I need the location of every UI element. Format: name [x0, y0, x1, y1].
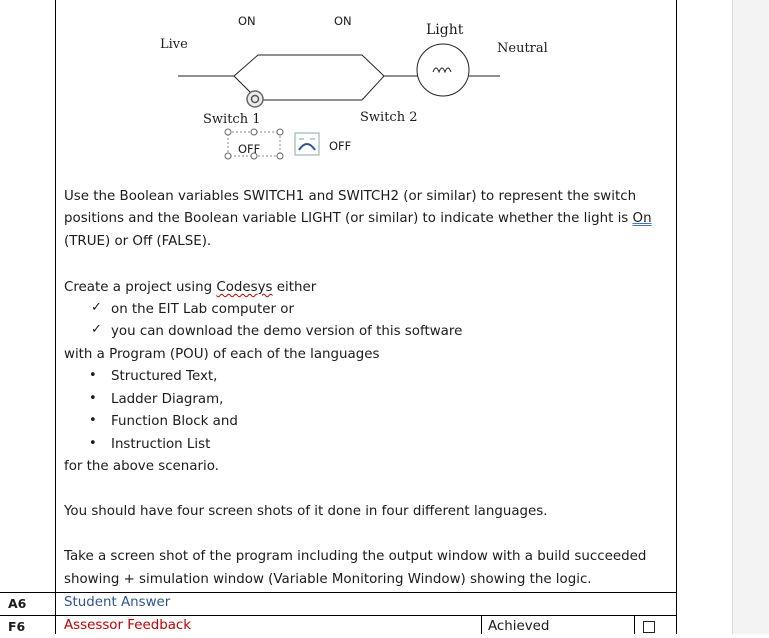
paragraph-variables-line3: (TRUE) or Off (FALSE).: [64, 234, 212, 249]
achieved-divider-right: [634, 615, 635, 634]
switch2-label: Switch 2: [360, 110, 418, 125]
row-code-a6: A6: [8, 596, 27, 611]
switch2-on-label: ON: [334, 14, 352, 28]
achieved-divider-left: [481, 615, 482, 634]
switch1-off-label: OFF: [238, 142, 261, 156]
language-item: Structured Text,: [111, 369, 218, 384]
live-label: Live: [160, 37, 188, 52]
achieved-label: Achieved: [488, 619, 550, 634]
layout-options-icon: [295, 133, 319, 155]
lamp-filament-icon: [433, 68, 451, 72]
bullet-dot-icon: •: [89, 436, 97, 451]
assessor-feedback-label[interactable]: Assessor Feedback: [64, 618, 192, 633]
bullet-dot-icon: •: [89, 413, 97, 428]
language-item: Ladder Diagram,: [111, 392, 224, 407]
language-item: Function Block and: [111, 414, 238, 429]
on-word: On: [632, 211, 652, 226]
bullet-dot-icon: •: [89, 391, 97, 406]
check-bullet-icon: ✓: [91, 322, 102, 337]
student-answer-label[interactable]: Student Answer: [64, 595, 171, 610]
paragraph-variables-line1: Use the Boolean variables SWITCH1 and SWITCH2 (or similar) to represent the switch: [64, 189, 637, 204]
with-program-line: with a Program (POU) of each of the languages: [64, 347, 380, 362]
table-right-border: [676, 0, 677, 634]
table-column-divider: [55, 0, 56, 634]
switch2-off-label: OFF: [329, 139, 352, 153]
row-code-f6: F6: [8, 619, 26, 634]
bullet-dot-icon: •: [89, 368, 97, 383]
lamp-circle: [417, 44, 469, 96]
paragraph-variables-line2: positions and the Boolean variable LIGHT (or similar) to indicate whether the light is On: [64, 211, 652, 226]
paragraph-screenshot-line1: Take a screen shot of the program including the output window with a build succeeded: [64, 549, 647, 564]
switch1-label: Switch 1: [203, 112, 261, 127]
light-label: Light: [426, 22, 464, 38]
codesys-word: Codesys: [216, 280, 273, 295]
check-item-demo: you can download the demo version of this software: [111, 324, 463, 339]
language-item: Instruction List: [111, 437, 211, 452]
neutral-label: Neutral: [497, 41, 548, 56]
paragraph-screenshot-line2: showing + simulation window (Variable Monitoring Window) showing the logic.: [64, 572, 592, 587]
switch1-on-label: ON: [238, 14, 256, 28]
check-bullet-icon: ✓: [91, 300, 102, 315]
achieved-checkbox[interactable]: [643, 621, 655, 633]
rotate-handle-icon: [247, 91, 263, 107]
light-switch-circuit-diagram: [140, 0, 570, 175]
paragraph-four-screenshots: You should have four screen shots of it done in four different languages.: [64, 504, 548, 519]
paragraph-create-project: Create a project using Codesys either: [64, 280, 317, 295]
scenario-line: for the above scenario.: [64, 459, 219, 474]
check-item-lab: on the EIT Lab computer or: [111, 302, 294, 317]
right-margin-pane: [732, 0, 769, 634]
